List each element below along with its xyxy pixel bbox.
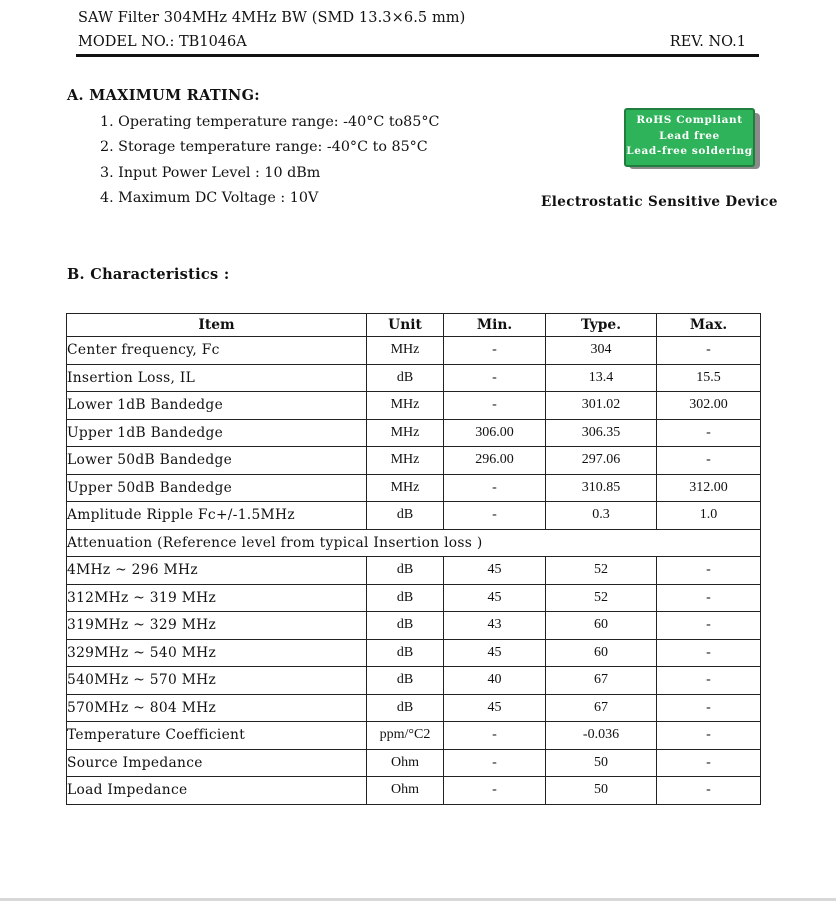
cell-min: - — [444, 777, 546, 805]
cell-max: 312.00 — [657, 474, 761, 502]
rohs-badge-body — [624, 108, 755, 167]
cell-unit: MHz — [367, 392, 444, 420]
cell-type: 50 — [546, 749, 657, 777]
document-title: SAW Filter 304MHz 4MHz BW (SMD 13.3×6.5 mm) — [78, 10, 466, 26]
cell-max: - — [657, 337, 761, 365]
cell-item: Insertion Loss, IL — [67, 364, 367, 392]
cell-max: - — [657, 722, 761, 750]
cell-type: 297.06 — [546, 447, 657, 475]
cell-item: Amplitude Ripple Fc+/-1.5MHz — [67, 502, 367, 530]
cell-item: 540MHz ~ 570 MHz — [67, 667, 367, 695]
cell-type: 52 — [546, 557, 657, 585]
cell-unit: MHz — [367, 474, 444, 502]
rohs-badge — [624, 108, 755, 164]
cell-item: Upper 50dB Bandedge — [67, 474, 367, 502]
model-number: MODEL NO.: TB1046A — [78, 34, 247, 50]
rating-item: 2. Storage temperature range: -40°C to 85°C — [100, 139, 428, 156]
cell-unit: MHz — [367, 447, 444, 475]
section-b-title: B. Characteristics : — [67, 266, 230, 283]
header-unit: Unit — [367, 314, 444, 337]
cell-unit: dB — [367, 667, 444, 695]
cell-max: - — [657, 419, 761, 447]
cell-min: 45 — [444, 694, 546, 722]
revision-number: REV. NO.1 — [669, 34, 746, 50]
table-row — [67, 722, 761, 750]
cell-min: - — [444, 749, 546, 777]
cell-type: 67 — [546, 694, 657, 722]
cell-max: - — [657, 639, 761, 667]
cell-max: - — [657, 694, 761, 722]
section-a-title: A. MAXIMUM RATING: — [67, 87, 260, 104]
cell-item: Center frequency, Fc — [67, 337, 367, 365]
cell-item: 329MHz ~ 540 MHz — [67, 639, 367, 667]
cell-min: - — [444, 722, 546, 750]
table-row — [67, 474, 761, 502]
cell-max: - — [657, 612, 761, 640]
cell-min: 296.00 — [444, 447, 546, 475]
cell-item: Lower 50dB Bandedge — [67, 447, 367, 475]
cell-item: Upper 1dB Bandedge — [67, 419, 367, 447]
table-row — [67, 419, 761, 447]
cell-type: 304 — [546, 337, 657, 365]
cell-max: - — [657, 777, 761, 805]
cell-max: 1.0 — [657, 502, 761, 530]
cell-max: - — [657, 447, 761, 475]
rohs-line: RoHS Compliant — [636, 114, 743, 126]
table-row — [67, 612, 761, 640]
cell-unit: dB — [367, 584, 444, 612]
cell-max: - — [657, 667, 761, 695]
cell-min: - — [444, 364, 546, 392]
table-row — [67, 557, 761, 585]
table-row — [67, 447, 761, 475]
cell-type: 60 — [546, 612, 657, 640]
cell-min: - — [444, 392, 546, 420]
rating-item: 3. Input Power Level : 10 dBm — [100, 164, 321, 181]
cell-item: Temperature Coefficient — [67, 722, 367, 750]
cell-type: 60 — [546, 639, 657, 667]
model-row — [78, 34, 746, 50]
header-max: Max. — [657, 314, 761, 337]
cell-max: - — [657, 584, 761, 612]
cell-unit: dB — [367, 502, 444, 530]
table-row — [67, 667, 761, 695]
cell-item: Load Impedance — [67, 777, 367, 805]
cell-type: 310.85 — [546, 474, 657, 502]
cell-min: 45 — [444, 639, 546, 667]
cell-type: 306.35 — [546, 419, 657, 447]
cell-item: 4MHz ~ 296 MHz — [67, 557, 367, 585]
cell-unit: dB — [367, 612, 444, 640]
cell-unit: dB — [367, 364, 444, 392]
cell-type: 301.02 — [546, 392, 657, 420]
cell-max: 15.5 — [657, 364, 761, 392]
rating-item: 1. Operating temperature range: -40°C to85°C — [100, 114, 440, 130]
cell-min: - — [444, 474, 546, 502]
cell-unit: ppm/°C2 — [367, 722, 444, 750]
cell-min: 45 — [444, 584, 546, 612]
table-header-row — [67, 314, 761, 337]
cell-type: 0.3 — [546, 502, 657, 530]
cell-item: Lower 1dB Bandedge — [67, 392, 367, 420]
cell-max: - — [657, 749, 761, 777]
cell-unit: dB — [367, 694, 444, 722]
table-row — [67, 639, 761, 667]
table-row — [67, 777, 761, 805]
cell-unit: dB — [367, 557, 444, 585]
cell-type: 13.4 — [546, 364, 657, 392]
cell-type: 50 — [546, 777, 657, 805]
cell-item: 312MHz ~ 319 MHz — [67, 584, 367, 612]
cell-min: 306.00 — [444, 419, 546, 447]
rating-item: 4. Maximum DC Voltage : 10V — [100, 189, 319, 206]
attenuation-label: Attenuation (Reference level from typical Insertion loss ) — [67, 529, 761, 557]
cell-unit: MHz — [367, 419, 444, 447]
table-row — [67, 337, 761, 365]
cell-unit: Ohm — [367, 777, 444, 805]
header-item: Item — [67, 314, 367, 337]
cell-item: 570MHz ~ 804 MHz — [67, 694, 367, 722]
esd-label: Electrostatic Sensitive Device — [541, 194, 778, 210]
cell-item: Source Impedance — [67, 749, 367, 777]
cell-item: 319MHz ~ 329 MHz — [67, 612, 367, 640]
cell-type: -0.036 — [546, 722, 657, 750]
cell-min: - — [444, 337, 546, 365]
cell-min: - — [444, 502, 546, 530]
max-rating-list — [100, 112, 439, 213]
cell-type: 67 — [546, 667, 657, 695]
cell-type: 52 — [546, 584, 657, 612]
cell-unit: dB — [367, 639, 444, 667]
cell-unit: Ohm — [367, 749, 444, 777]
cell-min: 43 — [444, 612, 546, 640]
table-row — [67, 364, 761, 392]
cell-unit: MHz — [367, 337, 444, 365]
lead-free-line: Lead free — [659, 129, 720, 142]
cell-max: - — [657, 557, 761, 585]
cell-min: 40 — [444, 667, 546, 695]
header-divider — [76, 54, 759, 57]
cell-max: 302.00 — [657, 392, 761, 420]
table-row — [67, 502, 761, 530]
header-min: Min. — [444, 314, 546, 337]
header-type: Type. — [546, 314, 657, 337]
lead-free-soldering-line: Lead-free soldering — [626, 145, 753, 157]
cell-min: 45 — [444, 557, 546, 585]
table-row — [67, 749, 761, 777]
table-row — [67, 392, 761, 420]
characteristics-table — [66, 313, 761, 805]
table-row — [67, 584, 761, 612]
attenuation-row — [67, 529, 761, 557]
table-row — [67, 694, 761, 722]
